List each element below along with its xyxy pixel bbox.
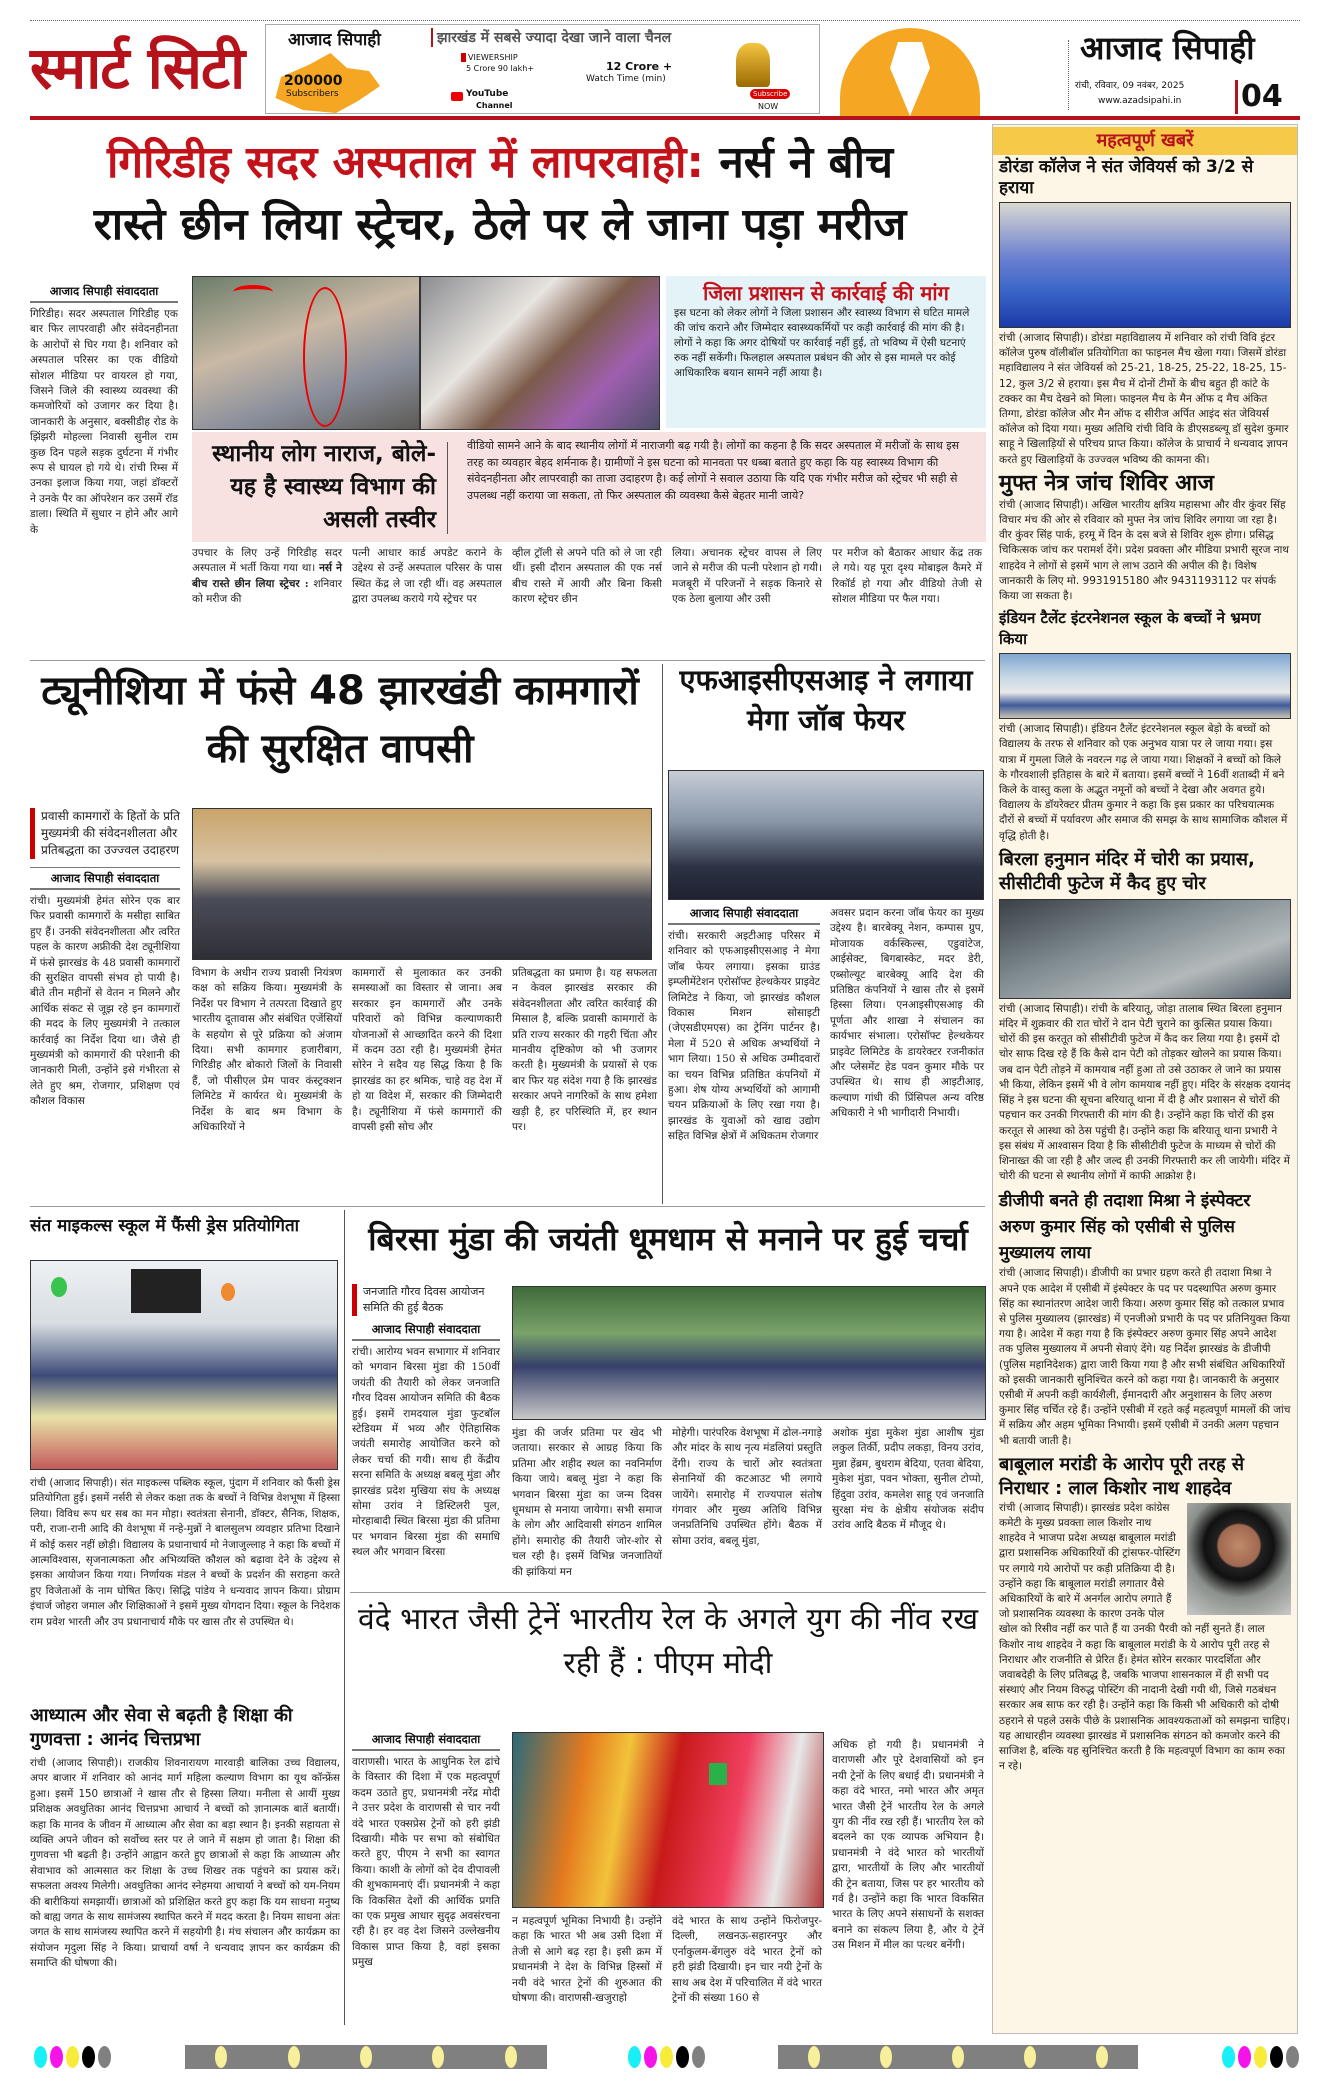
sidebar-item-text: रांची (आजाद सिपाही)। रांची के बरियातू, जोड़ा तालाब स्थित बिरला हनुमान मंदिर में शुक्रवार की रात चोरों ने दान पेटी चुराने का कुत्सित प्रयास किया। चोरों की इस करतूत को सीसीटीवी फुटेज में कैद कर लिया गया है। इसमें दो चोर साफ दिख रहे हैं कि कैसे दान पेटी को तोड़कर खोलने का प्रयास किया। जब दान पेटी तोड़ने में कामयाब नहीं हुआ तो उसे उठाकर ले जाने का प्रयास भी किया, लेकिन इसमें भी वे लोग कामयाब नहीं हुए। मंदिर के संरक्षक दयानंद सिंह ने इस घटना की सूचना बरियातू थाना में दी है और प्रशासन से चोरों की पहचान कर उनकी गिरफ्तारी की मांग की है। उन्होंने कहा कि चोरों की इस करतूत से आस्था को ठेस पहुंची है। उन्होंने कहा कि बरियातू थाना प्रभारी ने इस संबंध में आश्वासन दिया है कि सीसीटीवी फुटेज के माध्यम से चोरों की शिनाख्त की जा रही है और जल्द ही उनकी गिरफ्तारी कर ली जायेगी। मंदिर में चोरी की घटना से स्थानीय लोगों में काफी आक्रोश है। xyxy=(999,1002,1291,1183)
sidebar-item-text: रांची (आजाद सिपाही)। अखिल भारतीय क्षत्रिय महासभा और वीर कुंवर सिंह विचार मंच की ओर से रविवार को मुफ्त नेत्र जांच शिविर लगाया जा रहा है। वीर कुंवर सिंह पार्क, हरमू में दिन के दस बजे से शिविर शुरू होगा। प्रसिद्ध चिकित्सक जांच कर परामर्श देंगे। प्रदेश प्रवक्ता और मीडिया प्रभारी सूरज नाथ शाहदेव ने लोगों से इसमें भाग ले लाभ उठाने की अपील की है। विशेष जानकारी के लिए मो. 9931915180 और 9431193112 पर संपर्क किया जा सकता है। xyxy=(999,498,1289,603)
masthead-red-rule xyxy=(30,116,1300,120)
youtube-ad-banner[interactable] xyxy=(265,24,820,114)
lead-photo-stretcher xyxy=(192,276,420,430)
viewership-value: 5 Crore 90 lakh+ xyxy=(466,64,535,73)
sidebar-item xyxy=(999,470,1291,604)
lead-headline-black-2: रास्ते छीन लिया स्ट्रेचर, ठेले पर ले जाना पड़ा मरीज xyxy=(93,199,907,250)
trophy-icon xyxy=(736,43,770,87)
vande-column-2: न महत्वपूर्ण भूमिका निभायी है। उन्होंने कहा कि भारत भी अब उसी दिशा में तेजी से आगे बढ़ रहा है। इसी क्रम में प्रधानमंत्री ने देश के विभिन्न हिस्सों में नयी वंदे भारत ट्रेनों की शुरुआत की घोषणा की। वाराणसी-खजुराहो xyxy=(512,1915,662,2005)
portrait-photo xyxy=(1187,1503,1291,1615)
registration-marks-right xyxy=(1222,2046,1299,2068)
vande-bharat-headline: वंदे भारत जैसी ट्रेनें भारतीय रेल के अगले युग की नींव रख रही हैं : पीएम मोदी xyxy=(357,1602,979,1681)
lead-column-4: व्हील ट्रॉली से अपने पति को ले जा रही थीं। इसी दौरान अस्पताल की एक नर्स बीच रास्ते में आयी और बिना किसी कारण स्ट्रेचर छीन xyxy=(512,547,662,606)
tunisia-headline: ट्यूनीशिया में फंसे 48 झारखंडी कामगारों की सुरक्षित वापसी xyxy=(41,668,639,772)
lead-column-2 xyxy=(192,546,342,608)
tunisia-byline: आजाद सिपाही संवाददाता xyxy=(30,867,180,890)
quote-box-text: वीडियो सामने आने के बाद स्थानीय लोगों में नाराजगी बढ़ गयी है। लोगों का कहना है कि सदर अस्पताल में मरीजों के साथ इस तरह का व्यवहार बेहद शर्मनाक है। ग्रामीणों ने इस घटना को मानवता पर धब्बा बताते हुए कहा कि यह स्वास्थ्य विभाग की संवेदनहीनता और लापरवाही का ताजा उदाहरण है। कई लोगों ने सवाल उठाया कि यदि एक गंभीर मरीज को स्ट्रेचर भी सही से उपलब्ध नहीं कराया जा सकता, तो फिर अस्पताल की व्यवस्था कैसे बेहतर मानी जाये? xyxy=(467,439,960,502)
pen-nib-logo-icon xyxy=(840,28,980,116)
grey-bar-1 xyxy=(185,2045,547,2069)
lead-headline-red: गिरिडीह सदर अस्पताल में लापरवाही: xyxy=(106,137,704,188)
watch-time-value: 12 Crore + xyxy=(606,60,673,73)
section-rule-3 xyxy=(350,1592,986,1593)
top-dotted-rule xyxy=(30,20,1300,21)
birsa-headline: बिरसा मुंडा की जयंती धूमधाम से मनाने पर हुई चर्चा xyxy=(368,1220,968,1258)
youtube-icon xyxy=(451,92,463,101)
tunisia-column-3: कामगारों से मुलाकात कर उनकी समस्याओं का विस्तार से जाना। अब सरकार इन कामगारों और उनके परिवारों को विभिन्न कल्याणकारी योजनाओं से आच्छादित करने की दिशा में कदम उठा रही है। मुख्यमंत्री हेमंत सोरेन ने सदैव यह सिद्ध किया है कि झारखंड का हर श्रमिक, चाहे वह देश में हो या विदेश में, सरकार की जिम्मेदारी है। ट्यूनीशिया में फंसे कामगारों की वापसी इसी सोच और xyxy=(352,967,502,1134)
youtube-label: YouTube xyxy=(466,89,509,99)
birsa-col1-text: रांची। आरोग्य भवन सभागार में शनिवार को भगवान बिरसा मुंडा की 150वीं जयंती की तैयारी को लेकर जनजाति गौरव दिवस आयोजन समिति की बैठक हुई। इसमें रामदयाल मुंडा फुटबॉल स्टेडियम में भव्य और ऐतिहासिक जयंती समारोह आयोजित करने को लेकर चर्चा की गयी। साथ ही केंद्रीय सरना समिति के अध्यक्ष बबलू मुंडा और झारखंड प्रदेश मुखिया संघ के अध्यक्ष सोमा उरांव ने डिस्टिलरी पुल, मोरहाबादी स्थित बिरसा मुंडा की प्रतिमा पर भगवान बिरसा मुंडा की समाधि स्थल और भगवान बिरसा xyxy=(352,1346,500,1559)
sidebar-item xyxy=(999,608,1291,844)
jobfair-col1-text: रांची। सरकारी अइटीआइ परिसर में शनिवार को एफआइसीएसआइ ने मेगा जॉब फेयर लगाया। इसका ग्राउंड इम्प्लीमेंटेशन एरोसॉफ्ट हेल्थकेयर प्राइवेट लिमिटेड ने किया, जो झारखंड कौशल विकास मिशन सोसाइटी (जेएसडीएमएस) का ट्रेनिंग पार्टनर है। मेला में 520 से अधिक अभ्यर्थियों ने भाग लिया। 150 से अधिक उम्मीदवारों का चयन विभिन्न प्रतिष्ठित कंपनियों में हुआ। शेष योग्य अभ्यर्थियों को आगामी चयन प्रक्रियाओं के लिए रखा गया है। झारखंड के युवाओं को खाद्य उद्योग सहित विभिन्न क्षेत्रों में अधिकतम रोजगार xyxy=(668,930,820,1143)
jobfair-column-2: अवसर प्रदान करना जॉब फेयर का मुख्य उद्देश्य है। बारबेक्यू नेशन, कम्पास ग्रुप, मोजायक वर्कस्किल्स, एडुवांटेज, आईसेक्ट, बिगबास्केट, मदर डेरी, एब्सोल्यूट बारबेक्यू आदि देश की प्रतिष्ठित कंपनियों ने खास तौर से इसमें हिस्सा लिया। एनआइसीएसआइ की पूर्णता और शाखा ने संचालन का कार्यभार संभाला। एरोसॉफ्ट हेल्थकेयर प्राइवेट लिमिटेड के डायरेक्टर रजनीकांत और प्लेसमेंट हेड पवन कुमार मौके पर उपस्थित थे। साथ ही आइटीआइ, कल्याण गांधी की प्रिंसिपल अन्य वरिष्ठ अधिकारी ने भी भागीदारी निभायी। xyxy=(830,907,984,1120)
birsa-column-3: मोहेगी। पारंपरिक वेशभूषा में ढोल-नगाड़े और मांदर के साथ नृत्य मंडलियां प्रस्तुति देंगी। राज्य के चारों ओर स्वतंत्रता सेनानियों की कटआउट भी लगाये जायेंगे। समारोह में राज्यपाल संतोष गंगवार और मुख्य अतिथि विभिन्न जनप्रतिनिधि उपस्थित होंगे। बैठक में सोमा उरांव, बबलू मुंडा, xyxy=(672,1427,822,1547)
birsa-column-4: अशोक मुंडा मुकेश मुंडा आशीष मुंडा लकुल तिर्की, प्रदीप लकड़ा, विनय उरांव, मुन्ना हेंब्रम, बुधराम बेदिया, एतवा बेदिया, मुकेश मुंडा, पवन भोक्ता, सुनील टोप्पो, हिंदुवा उरांव, कमलेश साहू एवं जनजाति सुरक्षा मंच के क्षेत्रीय संयोजक संदीप उरांव आदि बैठक में मौजूद थे। xyxy=(832,1427,984,1532)
lead-col1-text: गिरिडीह। सदर अस्पताल गिरिडीह एक बार फिर लापरवाही और संवेदनहीनता के आरोपों से घिर गया है। शनिवार को अस्पताल परिसर का एक वीडियो सोशल मीडिया पर वायरल हो गया, जिसने जिले की स्वास्थ्य व्यवस्था की कमजोरियों को उजागर कर दिया है। जानकारी के अनुसार, बक्सीडीह रोड के झिंझरी मोहल्ला निवासी सुनील राम कुछ दिन पहले सड़क दुर्घटना में गंभीर रूप से घायल हो गये थे। रांची रिम्स में उनका इलाज किया गया, जहां डॉक्टरों ने उनके पैर का ऑपरेशन कर उसमें रॉड डाला। स्थिति में सुधार न होने और आगे के xyxy=(30,308,178,536)
dateline: रांची, रविवार, 09 नवंबर, 2025 xyxy=(1075,81,1185,91)
column-divider-left xyxy=(344,1210,345,2025)
fancydress-photo xyxy=(30,1260,338,1470)
lead-byline: आजाद सिपाही संवाददाता xyxy=(30,284,178,303)
masthead-divider xyxy=(1068,40,1069,110)
lead-photo-patient-leg xyxy=(420,276,660,430)
lead-col2-text: उपचार के लिए उन्हें गिरिडीह सदर अस्पताल में भर्ती किया गया था। xyxy=(192,547,342,575)
sidebar-item-text: रांची (आजाद सिपाही)। डीजीपी का प्रभार ग्रहण करते ही तदाशा मिश्रा ने अपने एक आदेश में एसीबी में इंस्पेक्टर के पद पर पदस्थापित अरुण कुमार सिंह का स्थानांतरण आदेश जारी किया। अरुण कुमार सिंह को तत्काल प्रभाव से पुलिस मुख्यालय (झारखंड) में एनजीओ प्रभारी के पद पर प्रतिनियुक्त किया गया है। आदेश में कहा गया है कि इंस्पेक्टर अरुण कुमार सिंह अपने आदेश तक पुलिस मुख्यालय में अपनी सेवाएं देंगे। यह निर्देश झारखंड के डीजीपी (पुलिस महानिदेशक) द्वारा जारी किया गया है और सभी संबंधित अधिकारियों को इसकी जानकारी सुनिश्चित करने को कहा गया है। जानकारी के अनुसार एसीबी में अपनी कड़ी कार्यशैली, ईमानदारी और अनुशासन के लिए अरुण कुमार सिंह चर्चित रहे हैं। उन्होंने एसीबी में रहते कई महत्वपूर्ण मामलों की जांच में सक्रिय और अहम भूमिका निभायी। इसमें एसीबी में उनकी अलग पहचान भी बतायी जाती है। xyxy=(999,1267,1291,1447)
spiritual-headline: आध्यात्म और सेवा से बढ़ती है शिक्षा की गुणवत्ता : आनंद चित्तप्रभा xyxy=(30,1705,293,1750)
jobfair-headline: एफआइसीएसआइ ने लगाया मेगा जॉब फेयर xyxy=(679,663,973,737)
tunisia-kicker: प्रवासी कामगारों के हितों के प्रति मुख्यमंत्री की संवेदनशीलता और प्रतिबद्धता का उज्ज्वल उदाहरण xyxy=(30,808,180,859)
subscribers-count: 200000 xyxy=(284,73,343,89)
lead-column-5: लिया। अचानक स्ट्रेचर वापस ले लिए जाने से मरीज की पत्नी परेशान हो गयी। मजबूरी में परिजनों ने सड़क किनारे से एक ठेला बुलाया और उसी xyxy=(672,547,822,606)
sidebar-item-headline: डोरंडा कॉलेज ने संत जेवियर्स को 3/2 से हराया xyxy=(999,157,1254,198)
viewership-label: VIEWERSHIP xyxy=(461,53,518,62)
vande-column-3: वंदे भारत के साथ उन्होंने फिरोजपुर-दिल्ली, लखनऊ-सहारनपुर और एर्नाकुलम-बेंगलुरु वंदे भारत ट्रेनों को हरी झंडी दिखायी। इन चार नयी ट्रेनों के साथ अब देश में परिचालित में वंदे भारत ट्रेनों की संख्या 160 से xyxy=(672,1915,822,2005)
website-link[interactable]: www.azadsipahi.in xyxy=(1098,96,1182,106)
page-number: 04 xyxy=(1235,80,1283,114)
sidebar-item xyxy=(999,1453,1291,1775)
birsa-column-1 xyxy=(352,1284,500,1561)
vande-photo-train xyxy=(512,1732,824,1908)
birsa-byline: आजाद सिपाही संवाददाता xyxy=(352,1322,500,1341)
lead-column-3: पत्नी आधार कार्ड अपडेट कराने के उद्देश्य से उन्हें अस्पताल परिसर के पास स्थित केंद्र ले जा रही थीं। वह अस्पताल द्वारा उपलब्ध कराये गये स्ट्रेचर पर xyxy=(352,547,502,606)
sidebar-item-headline: बाबूलाल मरांडी के आरोप पूरी तरह से निराधार : लाल किशोर नाथ शाहदेव xyxy=(999,1453,1245,1499)
lead-column-6: पर मरीज को बैठाकर आधार केंद्र तक ले गये। यह पूरा दृश्य मोबाइल कैमरे में रिकॉर्ड हो गया और वीडियो तेजी से सोशल मीडिया पर फैल गया। xyxy=(832,547,982,606)
birsa-kicker: जनजाति गौरव दिवस आयोजन समिति की हुई बैठक xyxy=(352,1284,500,1316)
sidebar-banner: महत्वपूर्ण खबरें xyxy=(993,127,1297,155)
sidebar-item-text: रांची (आजाद सिपाही)। झारखंड प्रदेश कांग्रेस कमेटी के मुख्य प्रवक्ता लाल किशोर नाथ शाहदेव ने भाजपा प्रदेश अध्यक्ष बाबूलाल मरांडी द्वारा प्रशासनिक अधिकारियों की ट्रांसफर-पोस्टिंग पर लगाये गये आरोपों पर कड़ी प्रतिक्रिया दी है। उन्होंने कहा कि बाबूलाल मरांडी लगातार वैसे अधिकारियों के बारे में अनर्गल आरोप लगाते हैं जो प्रशासनिक व्यवस्था के कारण उनके पोल खोल को रिसीव नहीं कर पाते हैं या उनकी पैरवी को नहीं सुनते हैं। लाल किशोर नाथ शाहदेव ने कहा कि बाबूलाल मरांडी के ये आरोप पूरी तरह से निराधार और राजनीति से प्रेरित हैं। हेमंत सोरेन सरकार पारदर्शिता और जवाबदेही के लिए प्रतिबद्ध है, जबकि भाजपा शासनकाल में ही सभी पद संस्थाएं और नियम विरुद्ध पोस्टिंग की नादानी देखी गयी थी, जिसे गठबंधन सरकार अब साफ कर रही है। उन्होंने कहा कि किसी भी अधिकारी को दोषी ठहराने से पहले उसके पीछे के प्रशासनिक आवश्यकताओं को समझना चाहिए। यह आधारहीन व्यवस्था झारखंड में प्रशासनिक संगठन को कमजोर करने की साजिश है, बल्कि यह सुनिश्चित करती है कि महत्वपूर्ण विभाग का काम रुका न रहे। xyxy=(999,1501,1290,1773)
sidebar-item-headline: बिरला हनुमान मंदिर में चोरी का प्रयास, सीसीटीवी फुटेज में कैद हुए चोर xyxy=(999,848,1255,894)
sidebar-item-text: रांची (आजाद सिपाही)। इंडियन टैलेंट इंटरनेशनल स्कूल बेड़ो के बच्चों को विद्यालय के तरफ से शनिवार को एक अनुभव यात्रा पर ले जाया गया। इस यात्रा में गुमला जिले के नवरत्न गढ़ ले जाया गया। शिक्षकों ने बच्चों को किले के गौरवशाली इतिहास के बारे में बताया। इसमें बच्चों ने 16वीं शताब्दी में बने किले के वास्तु कला के अद्भुत नमूनों को बच्चों ने देखा और अवगत हुये। विद्यालय के डॉयरेक्टर प्रीतम कुमार ने कहा कि इस प्रकार का परिचयात्मक दौरों से बच्चों में पर्यावरण और समाज की समझ के साथ सामाजिक कौशल में वृद्धि होती है। xyxy=(999,723,1288,842)
demand-box-text: इस घटना को लेकर लोगों ने जिला प्रशासन और स्वास्थ्य विभाग से घटित मामले की जांच कराने और जिम्मेदार स्वास्थ्यकर्मियों पर कड़ी कार्रवाई की मांग की है। लोगों ने कहा कि अगर दोषियों पर कार्रवाई नहीं हुई, तो भविष्य में ऐसी घटनाएं रुक नहीं सकेंगी। फिलहाल अस्पताल प्रबंधन की ओर से इस मामले पर कोई आधिकारिक बयान सामने नहीं आया है। xyxy=(674,307,970,379)
vande-column-1 xyxy=(352,1732,500,1971)
vande-byline: आजाद सिपाही संवाददाता xyxy=(352,1732,500,1751)
demand-box-title: जिला प्रशासन से कार्रवाई की मांग xyxy=(703,281,949,305)
school-trip-photo xyxy=(999,653,1291,719)
grey-bar-2 xyxy=(778,2045,1138,2069)
registration-marks-left xyxy=(34,2046,111,2068)
tunisia-col1-text: रांची। मुख्यमंत्री हेमंत सोरेन एक बार फिर प्रवासी कामगारों के मसीहा साबित हुए हैं। उनकी संवेदनशीलता और त्वरित पहल के कारण अफ्रीकी देश ट्यूनीशिया में फंसे झारखंड के 48 प्रवासी कामगारों की सुरक्षित वापसी संभव हो पायी है। बीते तीन महीनों से वेतन न मिलने और आर्थिक संकट से जूझ रहे इन कामगारों की मदद के लिए मुख्यमंत्री ने तत्काल कार्रवाई का निर्देश दिया था। जैसे ही मुख्यमंत्री को कामगारों की परेशानी की जानकारी मिली, उन्होंने इसे गंभीरता से लेते हुए श्रम, रोजगार, प्रशिक्षण एवं कौशल विकास xyxy=(30,895,180,1108)
lead-headline-black-1: नर्स ने बीच xyxy=(719,137,894,188)
sidebar-item xyxy=(999,1188,1291,1448)
spiritual-text: रांची (आजाद सिपाही)। राजकीय शिवनारायण मारवाड़ी बालिका उच्च विद्यालय, अपर बाजार में शनिवार को आनंद मार्ग महिला कल्याण विभाग का यूथ कॉन्फ्रेंस हुआ। इसमें 150 छात्राओं ने खास तौर से हिस्सा लिया। मनीला से आयीं मुख्य प्रशिक्षक अवधुतिका आनंद चित्तप्रभा आचार्य ने बच्चों को ज्ञानात्मक बातें बतायीं। कहा कि मानव के जीवन में आध्यात्म और सेवा का बड़ा स्थान है। इनकी सहायता से व्यक्ति अपने जीवन को सर्वोच्च स्तर पर ले जाने में सक्षम हो जाता है। शिक्षा की गुणवत्ता भी बढ़ती है। उन्होंने आह्वान करते हुए छात्राओं से कहा कि आध्यात्म और सेवाभाव को आत्मसात कर शिक्षा के उच्च शिखर तक पहुंचने का प्रयास करें। सफलता अवश्य मिलेगी। अवधुतिका आनंद स्नेहमया आचार्या ने बच्चों को यम-नियम की बारीकियां समझायीं। छात्राओं को प्रशिक्षित करते हुए कहा कि यम साधना मनुष्य को बाह्य जगत के साथ सामंजस्य स्थापित करने में मदद करता है। नियम साधना अंतः जगत के साथ सामंजस्य स्थापित करने में सहयोगी है। मंच संचालन और कार्यक्रम का संयोजन मृदुला सिंह ने किया। प्राचार्या वर्षा ने धन्यवाद ज्ञापन कर कार्यक्रम की समाप्ति की घोषणा की। xyxy=(30,1757,340,1970)
watch-time-label: Watch Time (min) xyxy=(586,74,666,84)
subscribers-label: Subscribers xyxy=(286,89,339,99)
lead-col2-subhead: नर्स ने बीच रास्ते छीन लिया स्ट्रेचर : xyxy=(192,562,342,590)
paper-name: आजाद सिपाही xyxy=(1080,29,1255,67)
fancydress-headline: संत माइकल्स स्कूल में फैंसी ड्रेस प्रतियोगिता xyxy=(30,1216,300,1236)
section-title: स्मार्ट सिटी xyxy=(30,34,245,102)
jobfair-photo xyxy=(668,770,984,900)
vande-column-4: अधिक हो गयी है। प्रधानमंत्री ने वाराणसी और पूरे देशवासियों को इन नयी ट्रेनों के लिए बधाई दी। प्रधानमंत्री ने कहा वंदे भारत, नमो भारत और अमृत भारत जैसी ट्रेनें भारतीय रेल के अगले युग की नींव रख रही हैं। भारतीय रेल को बदलने का एक व्यापक अभियान है। प्रधानमंत्री ने वंदे भारत को भारतीयों द्वारा, भारतीयों के लिए और भारतीयों की ट्रेन बताया, जिस पर हर भारतीय को गर्व है। उन्होंने कहा कि भारत विकसित भारत के लिए अपने संसाधनों के सशक्त बनाने का संकल्प लिया है, और ये ट्रेनें उस मिशन में मील का पत्थर बनेंगी। xyxy=(832,1739,984,1952)
tunisia-column-1 xyxy=(30,808,180,1110)
lead-col2-rest: शनिवार को मरीज की xyxy=(192,577,343,606)
fancydress-text: रांची (आजाद सिपाही)। संत माइकल्स पब्लिक स्कूल, पुंदाग में शनिवार को फैंसी ड्रेस प्रतियोगिता हुई। इसमें नर्सरी से लेकर कक्षा तक के बच्चों ने विभिन्न वेशभूषा में हिस्सा लिया। विविध रूप धर सब का मन मोहा। स्वतंत्रता सेनानी, डॉक्टर, सैनिक, शिक्षक, परी, राजा-रानी आदि की वेशभूषा में नन्हे-मुन्नों ने बालसुलभ व्यवहार प्रतिभा दिखाने में कोई कसर नहीं छोड़ी। विद्यालय के प्रधानाचार्य मो नेजाजुल्लाह ने कहा कि बच्चों में आत्मविश्वास, सृजनात्मकता और अभिव्यक्ति कौशल को बढ़ावा देने के उद्देश्य से इसका आयोजन किया गया। निर्णायक मंडल ने बच्चों के प्रदर्शन की सराहना करते हुए विजेताओं के नाम घोषित किए। सिद्धि पांडेय ने धन्यवाद ज्ञापन किया। प्रोग्राम इंचार्ज जोहरा जमाल और शिक्षिकाओं ने इसमें मुख्य योगदान दिया। स्कूल के निदेशक राम प्रवेश भारती और उप प्रधानाचार्य मौके पर खास तौर से उपस्थित थे। xyxy=(30,1477,340,1628)
sidebar-item-headline: डीजीपी बनते ही तदाशा मिश्रा ने इंस्पेक्टर अरुण कुमार सिंह को एसीबी से पुलिस मुख्यालय लाया xyxy=(999,1191,1251,1264)
demand-box xyxy=(666,276,986,428)
tunisia-column-2: विभाग के अधीन राज्य प्रवासी नियंत्रण कक्ष को सक्रिय किया। मुख्यमंत्री के निर्देश पर विभाग ने तत्परता दिखाते हुए भारतीय दूतावास और संबंधित एजेंसियों के सहयोग से पूरे प्रक्रिया को अंजाम दिया। सभी कामगार हजारीबाग, गिरिडीह और बोकारो जिलों के निवासी हैं, जो पीसीएल प्रेम पावर कंस्ट्रक्शन लिमिटेड में कार्यरत थे। मुख्यमंत्री के निर्देश के बाद श्रम विभाग के अधिकारियों ने xyxy=(192,967,342,1134)
sidebar-item xyxy=(999,157,1291,468)
quote-box xyxy=(192,432,986,542)
jobfair-column-1 xyxy=(668,906,820,1145)
volleyball-photo xyxy=(999,202,1291,328)
birsa-photo xyxy=(512,1286,986,1420)
sidebar-item xyxy=(999,848,1291,1184)
column-divider-jobfair xyxy=(662,664,663,1204)
cctv-photo xyxy=(999,899,1291,999)
quote-box-title: स्थानीय लोग नाराज, बोले-यह है स्वास्थ्य विभाग की असली तस्वीर xyxy=(212,441,436,533)
sidebar xyxy=(992,124,1298,2034)
channel-label: Channel xyxy=(476,101,513,110)
tunisia-photo-workers xyxy=(192,808,652,960)
now-label: NOW xyxy=(758,102,779,111)
vande-col1-text: वाराणसी। भारत के आधुनिक रेल ढांचे के विस्तार की दिशा में एक महत्वपूर्ण कदम उठाते हुए, प्रधानमंत्री नरेंद्र मोदी ने उत्तर प्रदेश के वाराणसी से चार नयी वंदे भारत एक्सप्रेस ट्रेनों को हरी झंडी दिखायी। मौके पर सभा को संबोधित करते हुए, पीएम ने सभी का स्वागत किया। काशी के लोगों को देव दीपावली की शुभकामनाएं दीं। प्रधानमंत्री ने कहा कि विकसित देशों की आर्थिक प्रगति का एक प्रमुख आधार सुदृढ़ अवसंरचना रही है। हर वह देश जिसने उल्लेखनीय विकास प्राप्त किया है, वहां इसका प्रमुख xyxy=(352,1756,500,1969)
sidebar-item-text: रांची (आजाद सिपाही)। डोरंडा महाविद्यालय में शनिवार को रांची विवि इंटर कॉलेज पुरुष वॉलीबॉल प्रतियोगिता का फाइनल मैच खेला गया। जिसमें डोरंडा महाविद्यालय ने संत जेवियर्स को 25-21, 18-25, 25-22, 18-25, 15-12, कुल 3/2 से हराया। इस मैच में दोनों टीमों के बीच बहुत ही कांटे के टक्कर का मैच देखने को मिला। फाइनल मैच के मैन ऑफ द मैच अंकित तिग्गा, डोरंडा कॉलेज और मैन ऑफ द सीरीज अर्पित आइंद संत जेवियर्स कॉलेज को दिया गया। मुख्य अतिथि रांची विवि के डीएसडब्ल्यू डॉ सुदेश कुमार साहू ने खिलाड़ियों से परिचय प्राप्त किया। कॉलेज के प्राचार्य ने धन्यवाद ज्ञापन करते हुए खिलाड़ियों के उज्ज्वल भविष्य की कामना की। xyxy=(999,332,1289,466)
lead-column-1 xyxy=(30,284,178,538)
lead-headline xyxy=(20,132,980,256)
ad-tagline: झारखंड में सबसे ज्यादा देखा जाने वाला चैनल xyxy=(431,28,671,47)
birsa-column-2: मुंडा की जर्जर प्रतिमा पर खेद भी जताया। सरकार से आग्रह किया कि प्रतिमा और शहीद स्थल का नवनिर्माण किया जाये। बबलू मुंडा ने कहा कि भगवान बिरसा मुंडा का जन्म दिवस धूमधाम से मनाया जायेगा। सभी समाज के लोग और आदिवासी संगठन शामिल होंगे। समारोह की तैयारी जोर-शोर से चल रही है। इसमें विभिन्न जनजातियों की झांकियां मन xyxy=(512,1427,662,1578)
section-rule-2 xyxy=(30,1206,985,1207)
registration-marks-center xyxy=(628,2046,705,2068)
ad-brand: आजाद सिपाही xyxy=(288,30,381,50)
sidebar-item-headline: मुफ्त नेत्र जांच शिविर आज xyxy=(999,470,1214,496)
sidebar-item-headline: इंडियन टैलेंट इंटरनेशनल स्कूल के बच्चों ने भ्रमण किया xyxy=(999,609,1261,649)
tunisia-column-4: प्रतिबद्धता का प्रमाण है। यह सफलता न केवल झारखंड सरकार की संवेदनशीलता और त्वरित कार्रवाई की मिसाल है, बल्कि प्रवासी कामगारों के प्रति राज्य सरकार की गहरी चिंता और मानवीय दृष्टिकोण को भी उजागर करती है। मुख्यमंत्री के प्रयासों से एक बार फिर यह संदेश गया है कि झारखंड सरकार अपने नागरिकों के साथ हमेशा खड़ी है, हर परिस्थिति में, हर स्थान पर। xyxy=(512,967,657,1134)
subscribe-button[interactable]: Subscribe xyxy=(750,89,790,99)
jobfair-byline: आजाद सिपाही संवाददाता xyxy=(668,906,820,925)
